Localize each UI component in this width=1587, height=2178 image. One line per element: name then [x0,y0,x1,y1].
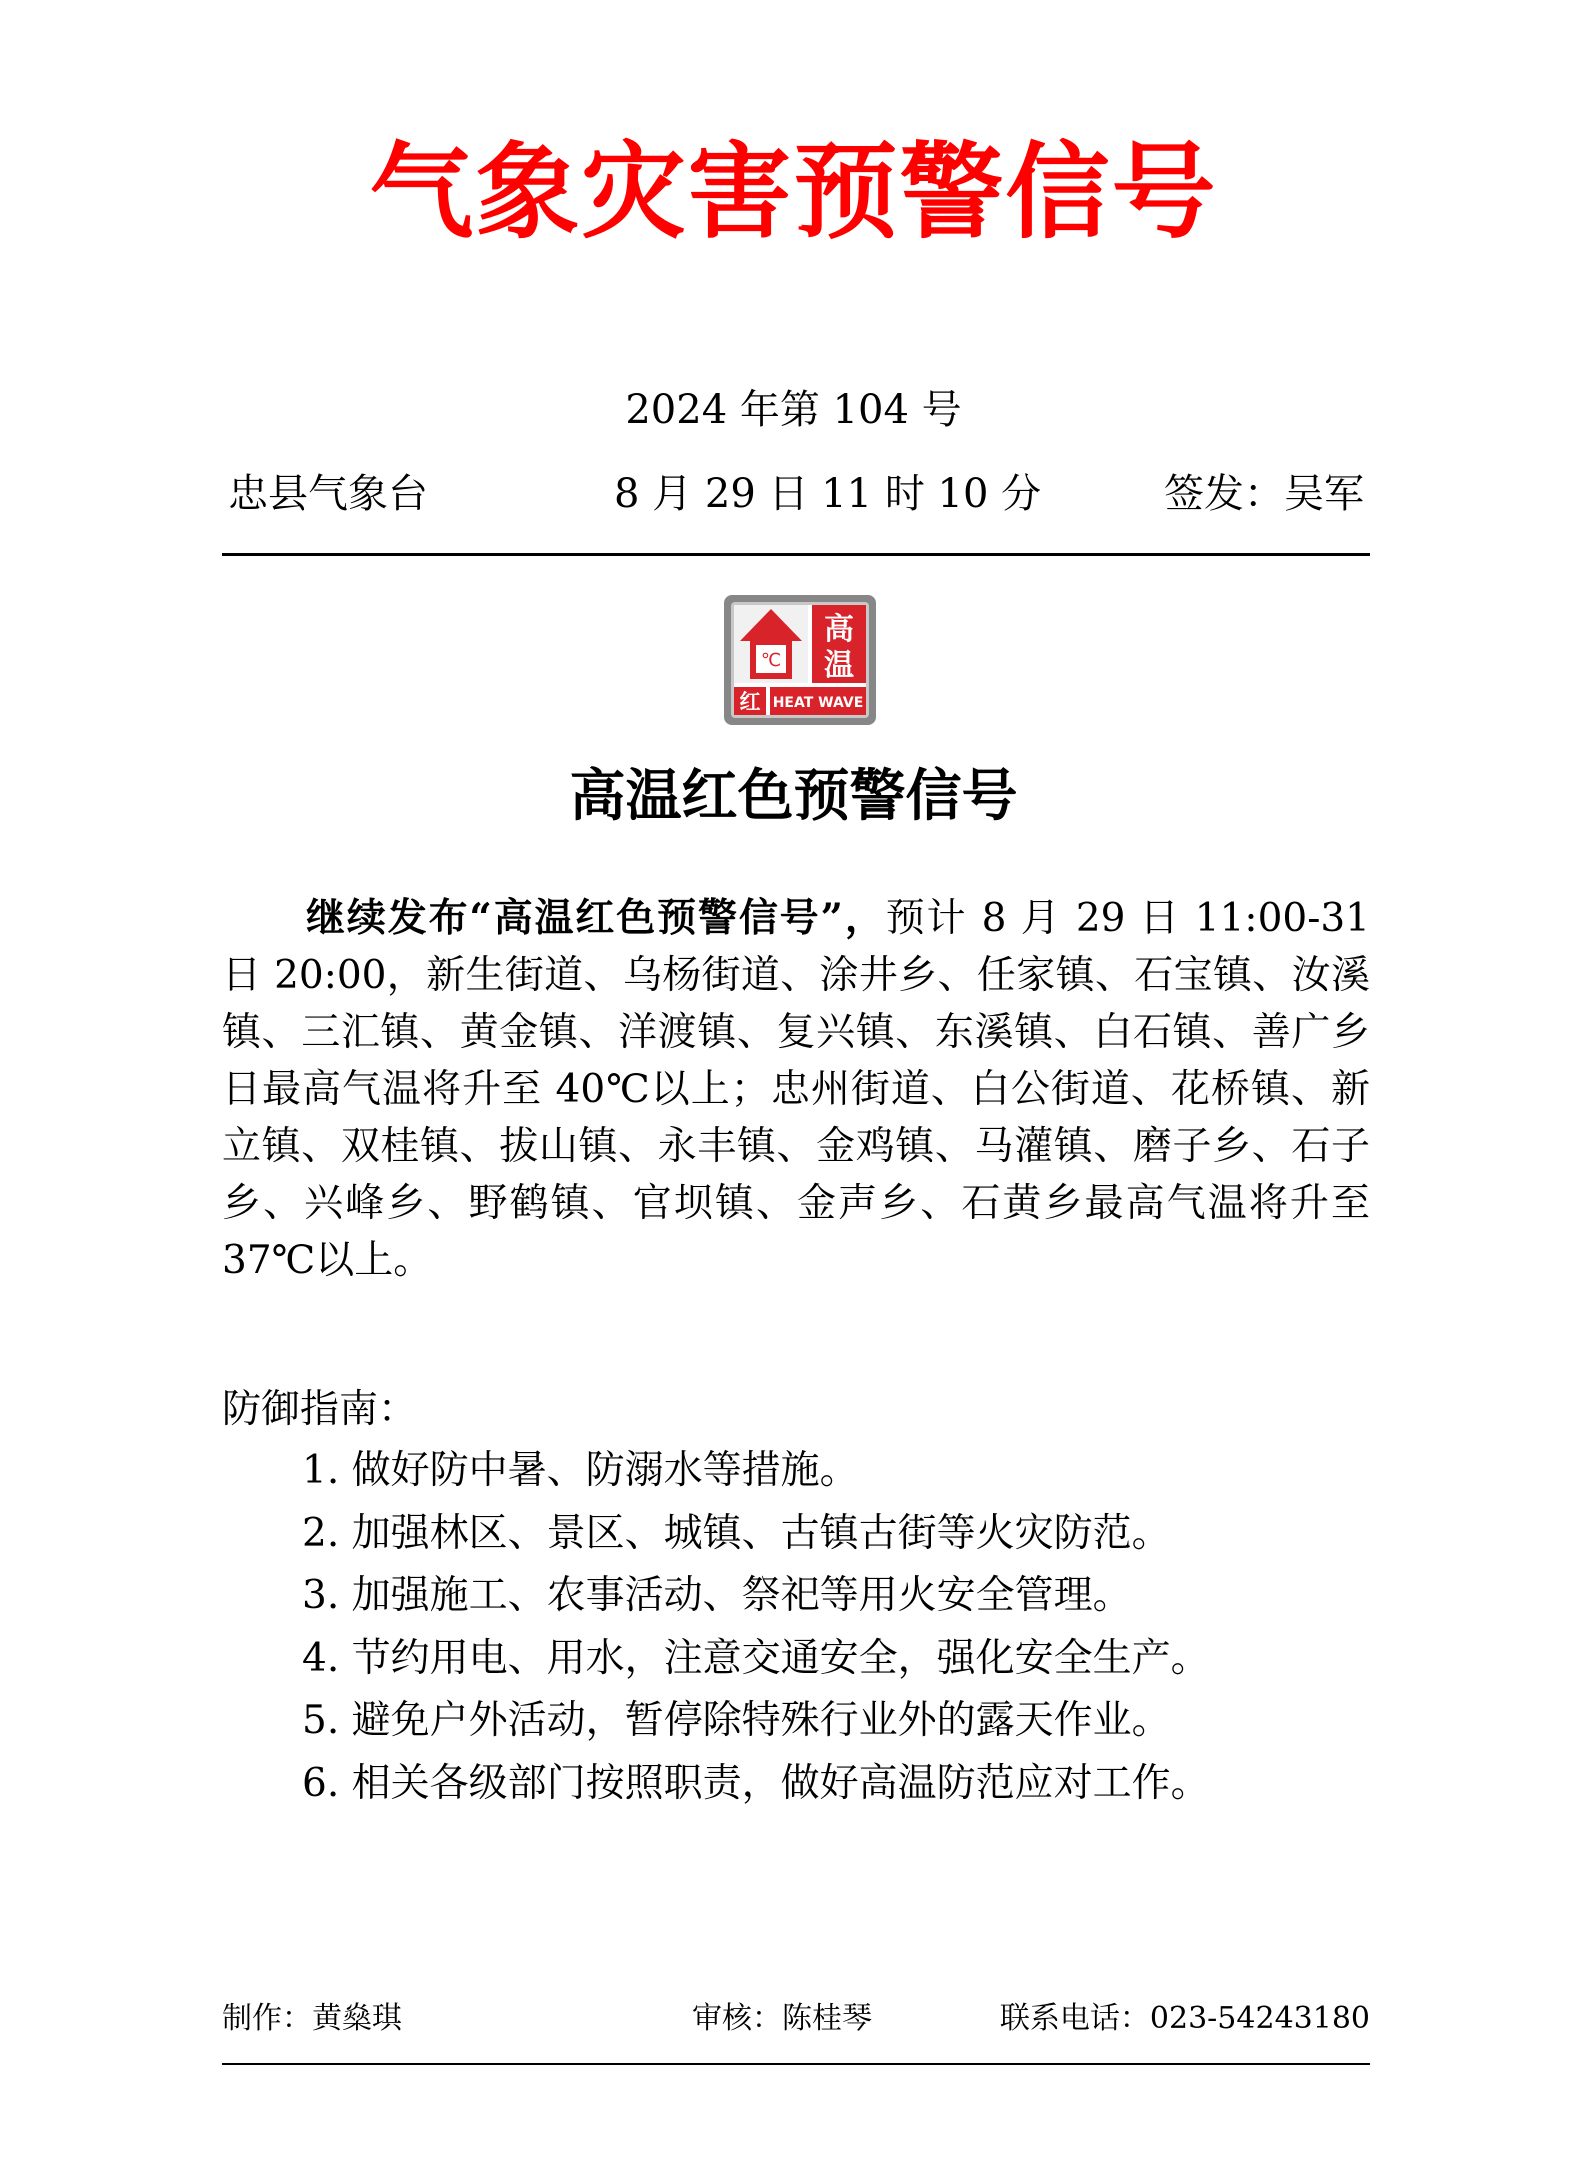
guide-item: 6. 相关各级部门按照职责，做好高温防范应对工作。 [302,1760,1210,1806]
warning-body [222,890,1370,1289]
meta-row [222,462,1370,518]
signal-char-bottom: 温 [824,648,854,683]
footer-reviewer: 审核：陈桂琴 [692,2001,872,2036]
signal-level: 红 [739,690,761,714]
guide-item: 5. 避免户外活动，暂停除特殊行业外的露天作业。 [302,1698,1171,1743]
issue-datetime: 8 月 29 日 11 时 10 分 [614,471,1042,517]
footer-contact: 联系电话：023-54243180 [999,2001,1370,2036]
signal-title: 高温红色预警信号 [569,763,1018,829]
guide-item: 4. 节约用电、用水，注意交通安全，强化安全生产。 [302,1635,1210,1681]
page-title: 气象灾害预警信号 [369,130,1218,253]
footer [222,1993,1370,2037]
signer: 签发：吴军 [1164,471,1364,517]
issuer-name: 忠县气象台 [228,471,428,517]
warning-lead: 继续发布“高温红色预警信号”， [306,895,886,941]
guide-heading: 防御指南： [222,1387,418,1432]
issue-number: 2024 年第 104 号 [625,387,962,433]
guide-item: 3. 加强施工、农事活动、祭祀等用火安全管理。 [302,1573,1132,1618]
signal-char-top: 高 [824,612,854,647]
signal-english: HEAT WAVE [772,695,864,711]
warning-text: 预计 8 月 29 日 11:00-31 日 20:00，新生街道、乌杨街道、涂井乡、任家镇、石宝镇、汝溪镇、三汇镇、黄金镇、洋渡镇、复兴镇、东溪镇、白石镇、善广乡日最高气温将升至 40℃以上；忠州街道、白公街道、花桥镇、新立镇、双桂镇、拔山镇、永丰镇、金鸡镇、马灌镇、磨子乡、石子乡、兴峰乡、野鹤镇、官坝镇、金声乡、石黄乡最高气温将升至 37℃以上。 [222,896,1370,1283]
footer-divider [222,2063,1370,2065]
heat-wave-red-signal-icon [722,593,878,727]
guide-item: 1. 做好防中暑、防溺水等措施。 [302,1448,859,1493]
guide-item: 2. 加强林区、景区、城镇、古镇古街等火灾防范。 [302,1510,1171,1556]
guide-list [302,1440,1362,1815]
signal-symbol: ℃ [760,650,782,671]
footer-maker: 制作：黄燊琪 [222,2001,402,2036]
header-divider [222,553,1370,556]
